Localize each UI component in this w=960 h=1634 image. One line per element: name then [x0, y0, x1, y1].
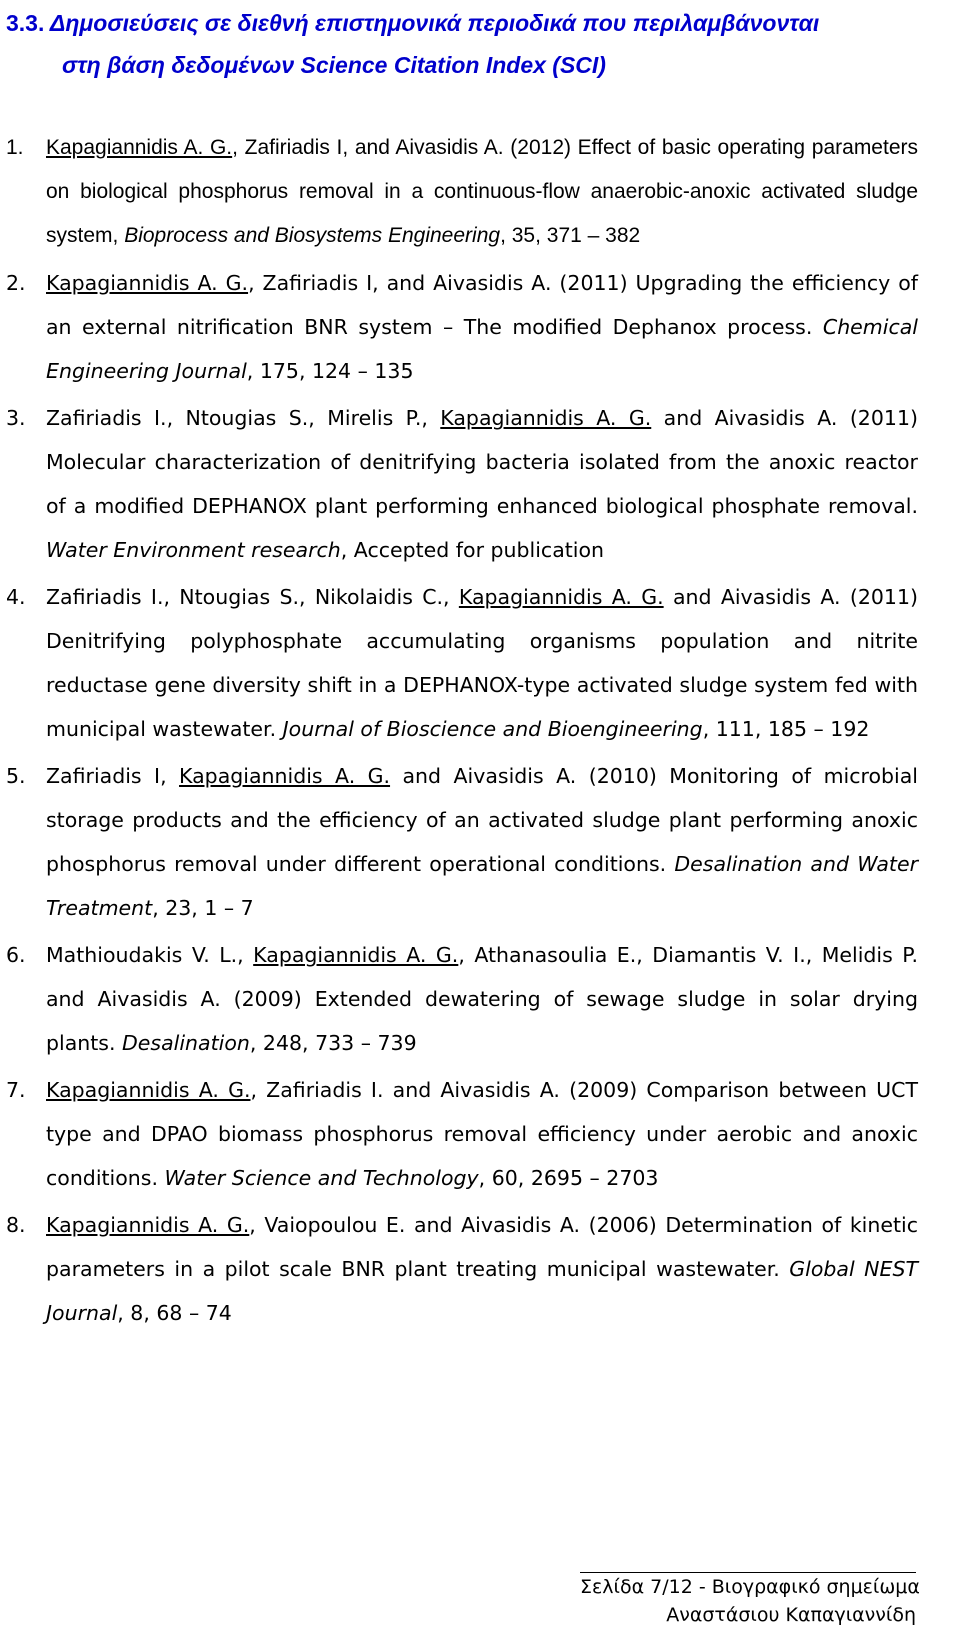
highlighted-author: Kapagiannidis A. G.: [458, 585, 664, 609]
highlighted-author: Kapagiannidis A. G.: [253, 943, 459, 967]
publication-number: 3.: [6, 406, 26, 430]
publication-details: , 35, 371 – 382: [500, 224, 641, 247]
publication-text: and Aivasidis A. (2011) Denitrifying polyphosphate accumulating organisms population and nitrite reductase gene diversity shift in a DEPHANOX-type activated sludge system fed with municipal wastewater.: [46, 585, 918, 741]
journal-name: Chemical Engineering Journal: [46, 315, 918, 383]
publication-number: 7.: [6, 1078, 26, 1102]
publication-text: , Athanasoulia E., Diamantis V. I., Melidis P. and Aivasidis A. (2009) Extended dewatering of sewage sludge in solar drying plants.: [46, 943, 918, 1055]
publication-number: 6.: [6, 943, 26, 967]
section-heading: [6, 2, 956, 86]
publication-number: 8.: [6, 1213, 26, 1237]
journal-name: Water Environment research: [46, 538, 341, 562]
section-title-line1: Δημοσιεύσεις σε διεθνή επιστημονικά περιοδικά που περιλαμβάνονται: [49, 10, 820, 36]
section-heading-line1: [6, 2, 956, 44]
publication-item: [6, 126, 918, 258]
publication-number: 5.: [6, 764, 26, 788]
publication-number: 2.: [6, 271, 26, 295]
highlighted-author: Kapagiannidis A. G.: [46, 1078, 251, 1102]
publication-item: [6, 1203, 918, 1335]
page-footer: [580, 1572, 920, 1629]
publication-text: , Zafiriadis I, and Aivasidis A. (2011) Upgrading the efficiency of an external nitrification BNR system – The modified Dephanox process.: [46, 271, 918, 339]
journal-name: Water Science and Technology: [164, 1166, 479, 1190]
section-number: 3.3.: [6, 10, 45, 36]
co-authors: Zafiriadis I., Ntougias S., Nikolaidis C.,: [46, 585, 459, 609]
publication-item: [6, 575, 918, 751]
publication-text: , Zafiriadis I, and Aivasidis A. (2012) Effect of basic operating parameters on biological phosphorus removal in a continuous-flow anaerobic-anoxic activated sludge system,: [46, 136, 918, 247]
co-authors: Zafiriadis I., Ntougias S., Mirelis P.,: [46, 406, 441, 430]
publication-item: [6, 933, 918, 1065]
journal-name: Desalination: [122, 1031, 250, 1055]
publication-number: 1.: [6, 136, 24, 159]
publication-details: , Accepted for publication: [340, 538, 605, 562]
publication-details: , 111, 185 – 192: [702, 717, 870, 741]
publication-details: , 60, 2695 – 2703: [478, 1166, 659, 1190]
publication-details: , 175, 124 – 135: [246, 359, 414, 383]
publication-item: [6, 754, 918, 930]
publication-list: [6, 126, 918, 1338]
publication-item: [6, 261, 918, 393]
publication-details: , 8, 68 – 74: [117, 1301, 232, 1325]
journal-name: Desalination and Water Treatment: [46, 852, 918, 920]
journal-name: Global NEST Journal: [46, 1257, 918, 1325]
footer-page-info: Σελίδα 7/12 - Βιογραφικό σημείωμα: [580, 1576, 920, 1598]
publication-text: , Zafiriadis I. and Aivasidis A. (2009) Comparison between UCT type and DPAO biomass phosphorus removal efficiency under aerobic and anoxic conditions.: [46, 1078, 918, 1190]
highlighted-author: Kapagiannidis A. G.: [46, 1213, 250, 1237]
publication-text: and Aivasidis A. (2010) Monitoring of microbial storage products and the efficiency of an activated sludge plant performing anoxic phosphorus removal under different operational conditions.: [46, 764, 918, 876]
highlighted-author: Kapagiannidis A. G.: [440, 406, 652, 430]
co-authors: Mathioudakis V. L.,: [46, 943, 254, 967]
publication-text: and Aivasidis A. (2011) Molecular characterization of denitrifying bacteria isolated from the anoxic reactor of a modified DEPHANOX plant performing enhanced biological phosphate removal.: [46, 406, 918, 518]
footer-author-name: Αναστάσιου Καπαγιαννίδη: [666, 1604, 916, 1626]
publication-number: 4.: [6, 585, 26, 609]
publication-details: , 248, 733 – 739: [249, 1031, 417, 1055]
publication-item: [6, 1068, 918, 1200]
publication-details: , 23, 1 – 7: [152, 896, 254, 920]
publication-item: [6, 396, 918, 572]
highlighted-author: Kapagiannidis A. G.: [46, 136, 233, 159]
section-heading-line2: στη βάση δεδομένων Science Citation Index (SCI): [62, 52, 606, 78]
journal-name: Bioprocess and Biosystems Engineering: [124, 224, 501, 247]
journal-name: Journal of Bioscience and Bioengineering: [282, 717, 703, 741]
highlighted-author: Kapagiannidis A. G.: [179, 764, 391, 788]
highlighted-author: Kapagiannidis A. G.: [46, 271, 249, 295]
publication-text: , Vaiopoulou E. and Aivasidis A. (2006) Determination of kinetic parameters in a pilot scale BNR plant treating municipal wastewater.: [46, 1213, 918, 1281]
co-authors: Zafiriadis I,: [46, 764, 180, 788]
